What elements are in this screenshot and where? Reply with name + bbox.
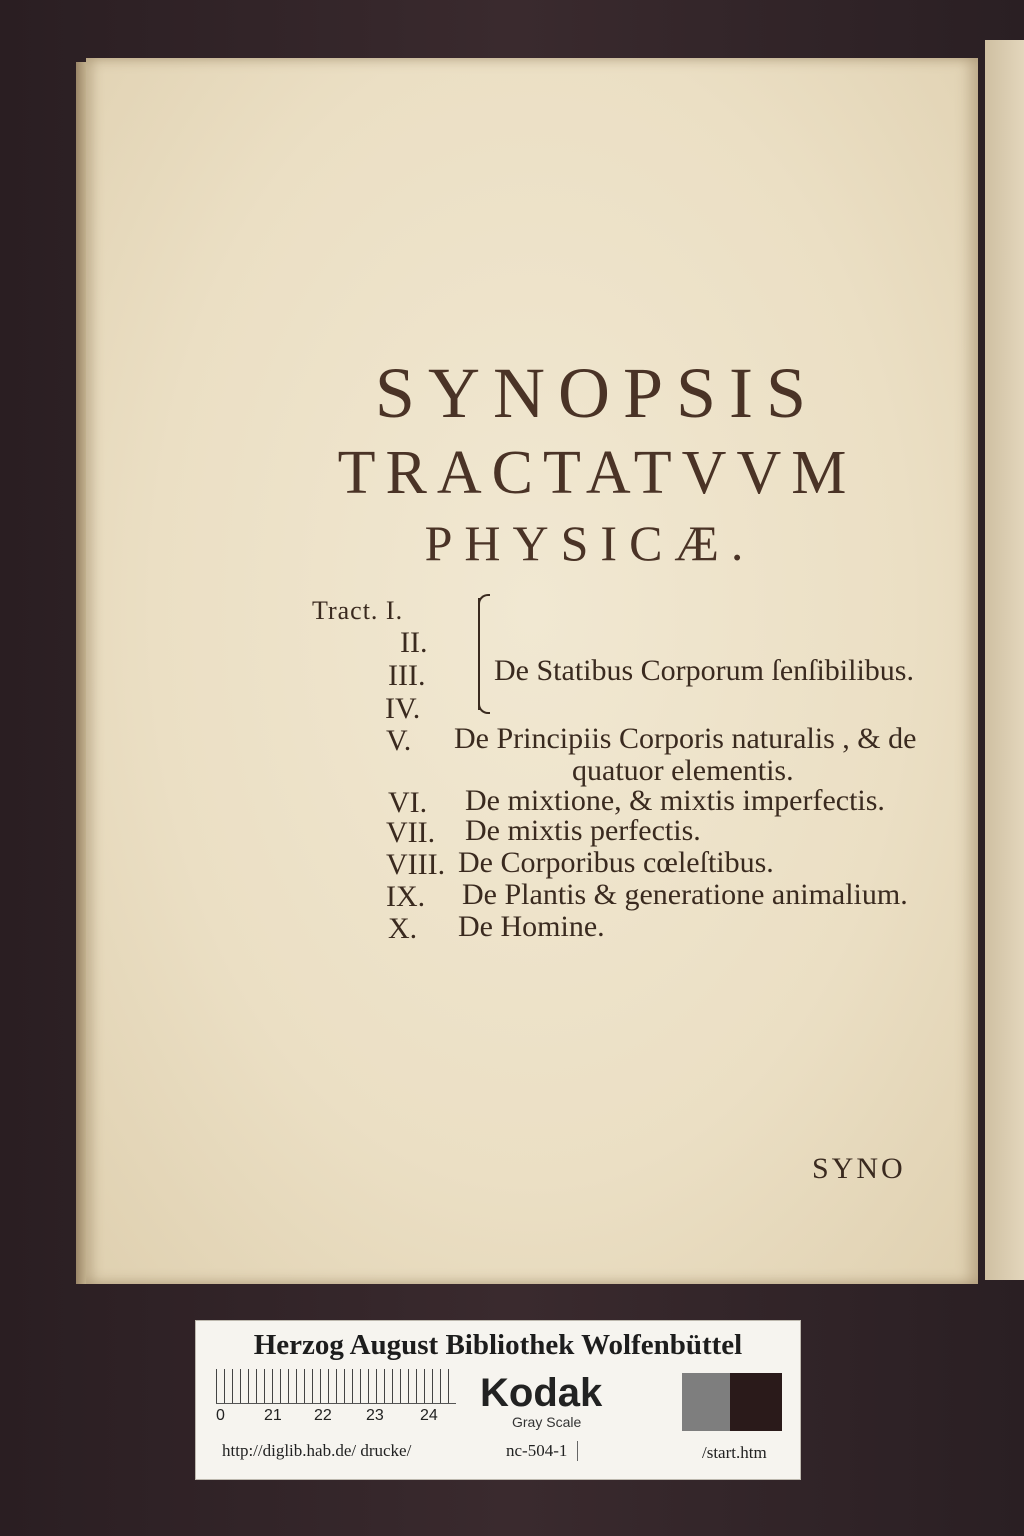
tract-number: II. <box>400 626 428 659</box>
entry-text: De mixtis perfectis. <box>465 814 701 847</box>
entry-number: IX. <box>386 880 426 913</box>
ruler-number: 24 <box>420 1407 438 1424</box>
facing-page-edge <box>985 40 1024 1280</box>
title-tractatuum: TRACTATVVM <box>337 439 857 507</box>
url-suffix: /start.htm <box>702 1443 767 1462</box>
dark-swatch <box>730 1373 782 1431</box>
bracket <box>478 598 486 710</box>
entry-number: VII. <box>386 816 436 849</box>
ruler-number: 21 <box>264 1407 282 1424</box>
entry-text: De Homine. <box>458 910 605 943</box>
entry-text: De Corporibus cœleſtibus. <box>458 846 774 879</box>
ruler-number: 0 <box>216 1407 225 1424</box>
entry-number: X. <box>388 912 418 945</box>
entry-text: De Plantis & generatione animalium. <box>462 878 908 911</box>
title-physicae: PHYSICÆ. <box>424 515 756 571</box>
bracketed-entry-text: De Statibus Corporum ſenſibilibus. <box>494 654 914 687</box>
kodak-logo: Kodak <box>480 1371 603 1415</box>
shelfmark: nc-504-1 <box>506 1441 578 1461</box>
entry-text: De mixtione, & mixtis imperfectis. <box>465 784 885 817</box>
gray-scale-caption: Gray Scale <box>512 1414 582 1430</box>
gray-swatch <box>682 1373 730 1431</box>
tract-label: Tract. I. <box>312 596 404 625</box>
catchword: SYNO <box>812 1152 906 1185</box>
library-scan-label <box>195 1320 801 1480</box>
entry-text-continued: quatuor elementis. <box>572 754 794 787</box>
ruler-numbers <box>216 1407 466 1427</box>
ruler-number: 23 <box>366 1407 384 1424</box>
title-synopsis: SYNOPSIS <box>374 353 820 433</box>
measure-ruler <box>216 1369 456 1404</box>
entry-number: VIII. <box>386 848 446 881</box>
tract-number: IV. <box>385 692 421 725</box>
entry-text: De Principiis Corporis naturalis , & de <box>454 722 917 755</box>
library-name: Herzog August Bibliothek Wolfenbüttel <box>253 1329 743 1361</box>
url-prefix: http://diglib.hab.de/ drucke/ <box>222 1441 412 1460</box>
tract-number: III. <box>388 659 426 692</box>
entry-number: VI. <box>388 786 428 819</box>
entry-number: V. <box>386 724 412 757</box>
ruler-number: 22 <box>314 1407 332 1424</box>
